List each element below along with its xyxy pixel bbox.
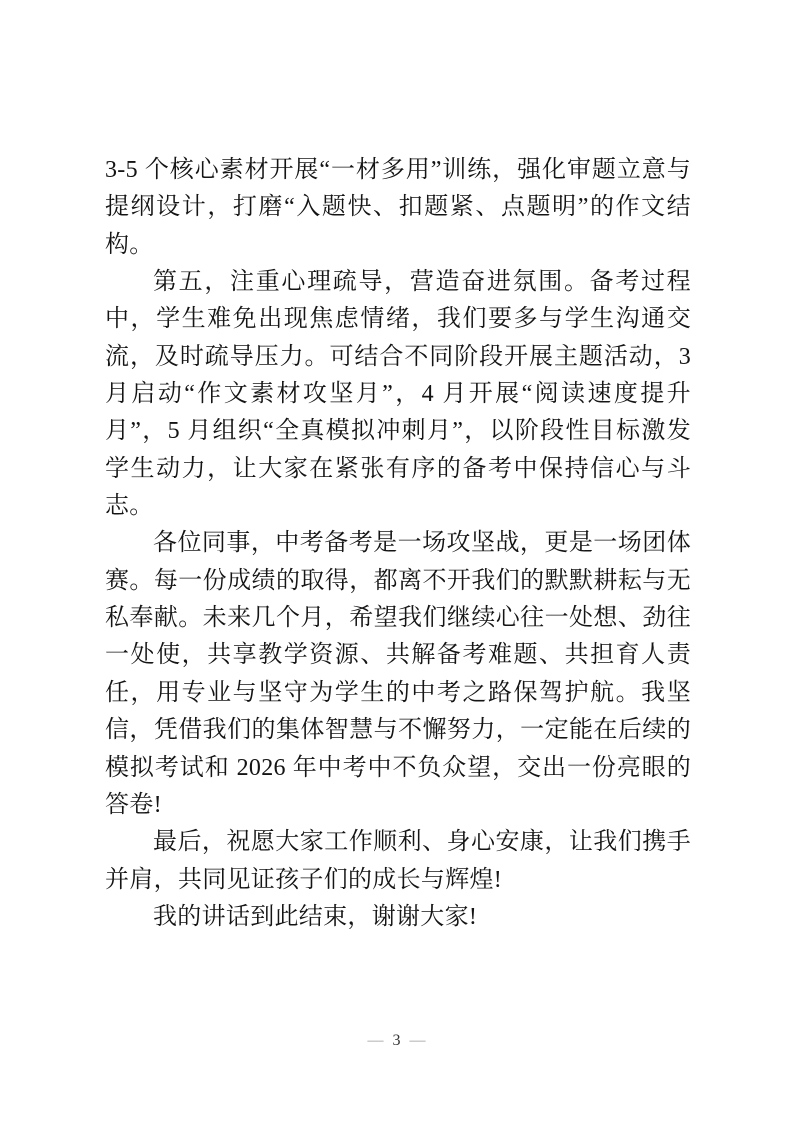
footer-left-dash: —: [367, 1032, 384, 1049]
footer-right-dash: —: [409, 1032, 426, 1049]
document-body: [105, 152, 691, 936]
paragraph: 各位同事，中考备考是一场攻坚战，更是一场团体赛。每一份成绩的取得，都离不开我们的默默耕耘与无私奉献。未来几个月，希望我们继续心往一处想、劲往一处使，共享教学资源、共解备考难题、共担育人责任，用专业与坚守为学生的中考之路保驾护航。我坚信，凭借我们的集体智慧与不懈努力，一定能在后续的模拟考试和 2026 年中考中不负众望，交出一份亮眼的答卷!: [105, 530, 691, 818]
page-number: 3: [392, 1032, 401, 1049]
paragraph: 3-5 个核心素材开展“一材多用”训练，强化审题立意与提纲设计，打磨“入题快、扣题紧、点题明”的作文结构。: [105, 157, 691, 258]
page-footer: [0, 1031, 793, 1051]
paragraph: 第五，注重心理疏导，营造奋进氛围。备考过程中，学生难免出现焦虑情绪，我们要多与学生沟通交流，及时疏导压力。可结合不同阶段开展主题活动，3 月启动“作文素材攻坚月”，4 月开展“阅读速度提升月”，5 月组织“全真模拟冲刺月”，以阶段性目标激发学生动力，让大家在紧张有序的备考中保持信心与斗志。: [105, 269, 691, 520]
paragraph: 我的讲话到此结束，谢谢大家!: [153, 903, 478, 930]
paragraph: 最后，祝愿大家工作顺利、身心安康，让我们携手并肩，共同见证孩子们的成长与辉煌!: [105, 829, 691, 893]
